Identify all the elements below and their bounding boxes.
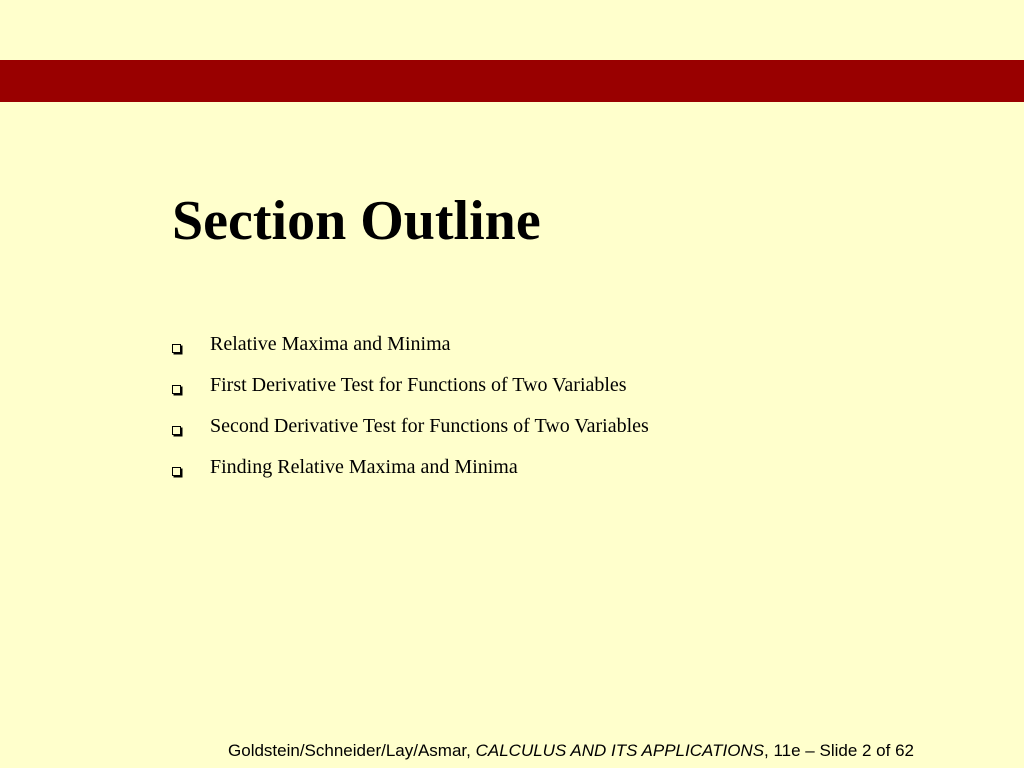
list-item	[172, 414, 649, 455]
outline-list	[172, 332, 649, 496]
header-bar	[0, 60, 1024, 102]
footer-edition-slide: , 11e – Slide 2 of 62	[764, 741, 914, 760]
list-item	[172, 332, 649, 373]
list-item-label: Finding Relative Maxima and Minima	[210, 456, 518, 478]
list-item-label: Relative Maxima and Minima	[210, 333, 451, 355]
list-item-label: Second Derivative Test for Functions of Two Variables	[210, 415, 649, 437]
square-bullet-icon	[172, 467, 181, 476]
list-item	[172, 455, 649, 496]
square-bullet-icon	[172, 344, 181, 353]
list-item	[172, 373, 649, 414]
footer-authors: Goldstein/Schneider/Lay/Asmar,	[228, 741, 476, 760]
square-bullet-icon	[172, 426, 181, 435]
slide-title: Section Outline	[172, 190, 541, 252]
square-bullet-icon	[172, 385, 181, 394]
slide-footer	[228, 740, 914, 762]
footer-book-title: CALCULUS AND ITS APPLICATIONS	[475, 741, 765, 760]
list-item-label: First Derivative Test for Functions of Two Variables	[210, 374, 627, 396]
